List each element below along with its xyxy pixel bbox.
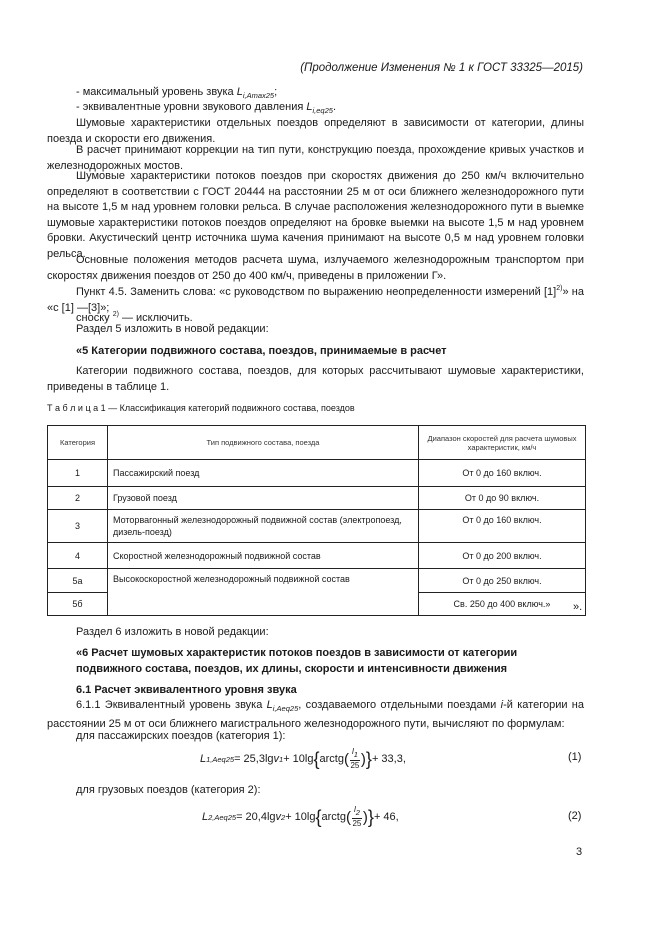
paragraph-1: Шумовые характеристики отдельных поездов определяют в зависимости от категории, длины поезда и скорости его движения. [47, 117, 584, 145]
table-caption: Т а б л и ц а 1 — Классификация категорий подвижного состава, поездов [47, 403, 355, 413]
bullet-max-level: - максимальный уровень звука $L_{i,Amax25}$; [76, 86, 278, 100]
table-header-row [48, 426, 586, 460]
table-row [48, 510, 586, 543]
page-number: 3 [576, 846, 583, 858]
section-6-title: «6 Расчет шумовых характеристик потоков поездов в зависимости от категории подвижного состава, поездов, их длины, скорости и интенсивности движения [76, 647, 518, 675]
cell-type: Высокоскоростной железнодорожный подвижной состав [108, 569, 419, 616]
paragraph-9: Раздел 6 изложить в новой редакции: [76, 626, 269, 638]
paragraph-7: Раздел 5 изложить в новой редакции: [76, 323, 269, 335]
page-header: (Продолжение Изменения № 1 к ГОСТ 33325—2015) [300, 62, 583, 74]
paragraph-12: для грузовых поездов (категория 2): [76, 784, 261, 796]
formula-1: L 1,Aeq25 = 25,3lg v 1 + 10lg { arctg ( $\frac{l_1}{25}$ ) } + 33,3, [200, 747, 406, 770]
cell-category: 4 [48, 543, 108, 569]
left-brace: { [313, 748, 320, 769]
fraction: $\frac{l_1}{25}$ [350, 747, 360, 770]
cell-range: От 0 до 200 включ. [419, 543, 586, 569]
left-paren: ( [345, 808, 351, 826]
formula-2-number: (2) [568, 810, 582, 822]
table-row [48, 543, 586, 569]
cell-type: Моторвагонный железнодорожный подвижной состав (электропоезд, дизель-поезд) [108, 510, 419, 543]
cell-category: 3 [48, 510, 108, 543]
cell-range: От 0 до 250 включ. [419, 569, 586, 593]
table-row [48, 569, 586, 593]
cell-type: Скоростной железнодорожный подвижной состав [108, 543, 419, 569]
table-row [48, 460, 586, 487]
formula-1-number: (1) [568, 751, 582, 763]
cell-category: 2 [48, 487, 108, 510]
right-paren: ) [360, 750, 366, 768]
cell-category: 1 [48, 460, 108, 487]
paragraph-3: Шумовые характеристики потоков поездов при скоростях движения до 250 км/ч включительно определяют в соответствии с ГОСТ 20444 на расстоянии 25 м от оси ближнего железнодорожного пути на высоте 1,5 м над уровнем головки рельса. В случае расположения железнодорожного пути в выемке шумовые характеристики потоков поездов определяют на бровке выемки на высоте 1,5 м над уровнем бровки. Акустический центр источника шума качения принимают на высоте 0,5 м над уровнем головки рельса. [47, 170, 584, 260]
table-closing-quote: ». [573, 601, 583, 613]
paragraph-8: Категории подвижного состава, поездов, для которых рассчитывают шумовые характеристики, приведены в таблице 1. [47, 365, 584, 393]
cell-range: От 0 до 160 включ. [419, 460, 586, 487]
categories-table [47, 425, 586, 616]
section-6-1-title: 6.1 Расчет эквивалентного уровня звука [76, 684, 297, 696]
bullet-eq-levels: - эквивалентные уровни звукового давления $L_{i,eq25}$. [76, 101, 337, 115]
paragraph-5: Пункт 4.5. Заменить слова: «с руководством по выражению неопределенности измерений $[1]^{2)}$» на «с [1] —[3]»; [47, 285, 584, 314]
right-paren: ) [362, 808, 368, 826]
cell-range: От 0 до 90 включ. [419, 487, 586, 510]
formula-2: L 2,Aeq25 = 20,4lg v 2 + 10lg { arctg ( $\frac{l_2}{25}$ ) } + 46, [202, 805, 399, 828]
left-brace: { [315, 806, 322, 827]
fraction: $\frac{l_2}{25}$ [352, 805, 362, 828]
cell-category: 5а [48, 569, 108, 593]
right-brace: } [365, 748, 372, 769]
cell-range: От 0 до 160 включ. [419, 510, 586, 543]
section-5-title: «5 Категории подвижного состава, поездов, принимаемые в расчет [76, 345, 447, 357]
paragraph-10: 6.1.1 Эквивалентный уровень звука $L_{i,Aeq25}$, создаваемого отдельными поездами i-й категории на расстоянии 25 м от оси ближнего магистрального железнодорожного пути, вычисляют по формулам: [47, 699, 585, 730]
paragraph-11: для пассажирских поездов (категория 1): [76, 730, 286, 742]
cell-range: Св. 250 до 400 включ.» [419, 593, 586, 616]
paragraph-2: В расчет принимают коррекции на тип пути, конструкцию поезда, прохождение кривых участков и железнодорожных мостов. [47, 144, 584, 172]
header-range: Диапазон скоростей для расчета шумовых характеристик, км/ч [419, 426, 586, 460]
header-type: Тип подвижного состава, поезда [108, 426, 419, 460]
cell-type: Грузовой поезд [108, 487, 419, 510]
header-category: Категория [48, 426, 108, 460]
table-row [48, 487, 586, 510]
cell-type: Пассажирский поезд [108, 460, 419, 487]
paragraph-6: сноску $^{2)}$ — исключить. [76, 311, 193, 324]
paragraph-4: Основные положения методов расчета шума, излучаемого железнодорожным транспортом при скоростях движения поездов от 250 до 400 км/ч, приведены в приложении Г». [47, 254, 584, 282]
left-paren: ( [343, 750, 349, 768]
cell-category: 5б [48, 593, 108, 616]
right-brace: } [367, 806, 374, 827]
